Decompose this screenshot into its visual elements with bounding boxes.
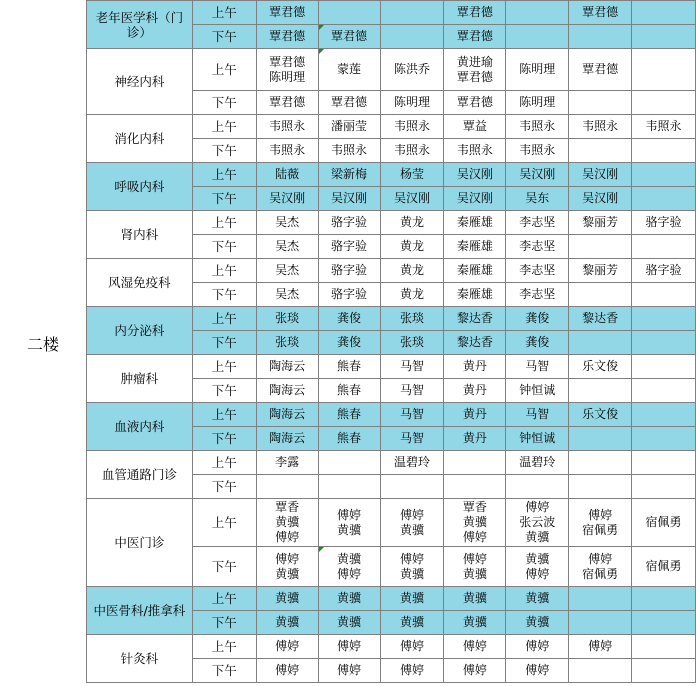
doctor-cell: 黄骥 [380, 587, 444, 611]
doctor-cell: 张琰 [256, 307, 318, 331]
schedule-row [87, 259, 696, 283]
doctor-cell: 吴汉刚 [444, 163, 506, 187]
session-label: 上午 [192, 499, 256, 547]
doctor-cell: 陶海云 [256, 427, 318, 451]
doctor-cell: 黄骥 [256, 587, 318, 611]
schedule-row [87, 49, 696, 91]
doctor-cell: 傅婷 [380, 659, 444, 683]
doctor-cell: 骆字验 [318, 211, 380, 235]
floor-label: 二楼 [26, 334, 59, 354]
doctor-cell: 覃香 黄骥 傅婷 [256, 499, 318, 547]
doctor-cell: 陈明理 [506, 49, 569, 91]
doctor-cell: 韦照永 [318, 139, 380, 163]
doctor-cell: 黄骥 [380, 611, 444, 635]
doctor-cell: 骆字验 [632, 259, 696, 283]
doctor-cell: 秦雁雄 [444, 235, 506, 259]
doctor-cell: 黄骥 [318, 587, 380, 611]
session-label: 下午 [192, 25, 256, 49]
doctor-cell: 覃君德 [256, 25, 318, 49]
doctor-cell [632, 283, 696, 307]
doctor-cell: 傅婷 [256, 659, 318, 683]
doctor-cell [506, 1, 569, 25]
doctor-cell: 吴汉刚 [318, 187, 380, 211]
doctor-cell: 龚俊 [506, 307, 569, 331]
session-label: 上午 [192, 49, 256, 91]
doctor-cell: 马智 [506, 355, 569, 379]
session-label: 上午 [192, 115, 256, 139]
session-label: 下午 [192, 379, 256, 403]
schedule-row [87, 307, 696, 331]
doctor-cell: 马智 [380, 355, 444, 379]
session-label: 上午 [192, 259, 256, 283]
doctor-cell: 黄骥 傅婷 [506, 547, 569, 587]
doctor-cell: 覃君德 [444, 25, 506, 49]
doctor-cell: 韦照永 [444, 139, 506, 163]
doctor-cell: 乐文俊 [569, 403, 632, 427]
doctor-cell: 黄骥 [444, 587, 506, 611]
doctor-cell: 张琰 [380, 331, 444, 355]
doctor-cell: 骆字验 [318, 259, 380, 283]
doctor-cell: 李志坚 [506, 259, 569, 283]
doctor-cell: 宿佩勇 [632, 499, 696, 547]
doctor-cell [569, 587, 632, 611]
doctor-cell: 覃君德 陈明理 [256, 49, 318, 91]
doctor-cell: 熊春 [318, 403, 380, 427]
session-label: 上午 [192, 587, 256, 611]
doctor-cell [569, 611, 632, 635]
doctor-cell: 秦雁雄 [444, 211, 506, 235]
session-label: 下午 [192, 91, 256, 115]
department-name: 肾内科 [87, 211, 193, 259]
doctor-cell: 傅婷 黄骥 [380, 547, 444, 587]
doctor-cell [569, 379, 632, 403]
doctor-cell [318, 475, 380, 499]
session-label: 下午 [192, 475, 256, 499]
department-name: 血液内科 [87, 403, 193, 451]
doctor-cell: 傅婷 黄骥 [380, 499, 444, 547]
doctor-cell: 覃君德 [318, 25, 380, 49]
doctor-cell: 黄进瑜 覃君德 [444, 49, 506, 91]
session-label: 下午 [192, 611, 256, 635]
doctor-cell: 温碧玲 [380, 451, 444, 475]
doctor-cell [569, 25, 632, 49]
doctor-cell: 张琰 [256, 331, 318, 355]
doctor-cell [632, 475, 696, 499]
doctor-cell: 陆薇 [256, 163, 318, 187]
department-name: 中医门诊 [87, 499, 193, 587]
schedule-row [87, 1, 696, 25]
doctor-cell [632, 659, 696, 683]
doctor-cell: 陶海云 [256, 403, 318, 427]
doctor-cell: 杨莹 [380, 163, 444, 187]
doctor-cell: 覃君德 [444, 91, 506, 115]
doctor-cell: 陈洪乔 [380, 49, 444, 91]
doctor-cell: 黄丹 [444, 427, 506, 451]
doctor-cell [569, 235, 632, 259]
doctor-cell: 李志坚 [506, 235, 569, 259]
session-label: 下午 [192, 283, 256, 307]
doctor-cell: 龚俊 [318, 307, 380, 331]
schedule-table [86, 0, 696, 683]
doctor-cell: 傅婷 [506, 635, 569, 659]
doctor-cell [444, 451, 506, 475]
doctor-cell: 黄丹 [444, 355, 506, 379]
doctor-cell: 陶海云 [256, 379, 318, 403]
doctor-cell [380, 475, 444, 499]
doctor-cell [632, 187, 696, 211]
doctor-cell: 陈明理 [506, 91, 569, 115]
schedule-row [87, 499, 696, 547]
doctor-cell: 马智 [506, 403, 569, 427]
doctor-cell: 钟恒诚 [506, 427, 569, 451]
doctor-cell [569, 283, 632, 307]
department-name: 呼吸内科 [87, 163, 193, 211]
doctor-cell: 李志坚 [506, 283, 569, 307]
schedule-row [87, 355, 696, 379]
doctor-cell: 熊春 [318, 379, 380, 403]
doctor-cell: 马智 [380, 427, 444, 451]
doctor-cell [569, 451, 632, 475]
session-label: 下午 [192, 427, 256, 451]
doctor-cell [569, 331, 632, 355]
session-label: 上午 [192, 1, 256, 25]
doctor-cell [569, 475, 632, 499]
doctor-cell: 黄骥 [506, 587, 569, 611]
schedule-row [87, 115, 696, 139]
doctor-cell: 龚俊 [318, 331, 380, 355]
doctor-cell: 黄骥 [256, 611, 318, 635]
doctor-cell: 吴东 [506, 187, 569, 211]
doctor-cell [632, 139, 696, 163]
doctor-cell [632, 403, 696, 427]
session-label: 下午 [192, 331, 256, 355]
doctor-cell: 黎达香 [569, 307, 632, 331]
doctor-cell: 黄骥 [506, 611, 569, 635]
doctor-cell [444, 475, 506, 499]
doctor-cell: 傅婷 [444, 659, 506, 683]
doctor-cell: 覃君德 [569, 1, 632, 25]
schedule-row [87, 211, 696, 235]
doctor-cell: 吴汉刚 [569, 163, 632, 187]
doctor-cell [632, 235, 696, 259]
doctor-cell: 秦雁雄 [444, 259, 506, 283]
department-name: 内分泌科 [87, 307, 193, 355]
doctor-cell: 吴汉刚 [380, 187, 444, 211]
doctor-cell [632, 49, 696, 91]
doctor-cell [632, 307, 696, 331]
doctor-cell: 黎丽芳 [569, 211, 632, 235]
doctor-cell: 傅婷 [318, 635, 380, 659]
doctor-cell: 傅婷 宿佩勇 [569, 547, 632, 587]
doctor-cell: 蒙莲 [318, 49, 380, 91]
department-name: 风湿免疫科 [87, 259, 193, 307]
doctor-cell: 熊春 [318, 355, 380, 379]
doctor-cell: 覃君德 [444, 1, 506, 25]
doctor-cell: 黎达香 [444, 307, 506, 331]
doctor-cell [569, 659, 632, 683]
doctor-cell: 傅婷 [506, 659, 569, 683]
schedule-row [87, 451, 696, 475]
doctor-cell: 秦雁雄 [444, 283, 506, 307]
department-name: 针灸科 [87, 635, 193, 683]
doctor-cell: 韦照永 [256, 115, 318, 139]
doctor-cell [569, 91, 632, 115]
department-name: 血管通路门诊 [87, 451, 193, 499]
doctor-cell: 梁新梅 [318, 163, 380, 187]
doctor-cell: 韦照永 [380, 115, 444, 139]
session-label: 上午 [192, 163, 256, 187]
doctor-cell: 陶海云 [256, 355, 318, 379]
doctor-cell: 傅婷 张云波 黄骥 [506, 499, 569, 547]
doctor-cell [256, 475, 318, 499]
doctor-cell: 覃益 [444, 115, 506, 139]
doctor-cell [632, 163, 696, 187]
doctor-cell [380, 25, 444, 49]
doctor-cell: 韦照永 [380, 139, 444, 163]
doctor-cell: 覃君德 [256, 1, 318, 25]
doctor-cell [632, 355, 696, 379]
doctor-cell: 吴汉刚 [569, 187, 632, 211]
doctor-cell: 吴杰 [256, 283, 318, 307]
doctor-cell: 韦照永 [569, 115, 632, 139]
doctor-cell: 骆字验 [632, 211, 696, 235]
doctor-cell: 傅婷 [444, 635, 506, 659]
doctor-cell: 韦照永 [506, 115, 569, 139]
doctor-cell: 黎达香 [444, 331, 506, 355]
doctor-cell: 吴杰 [256, 259, 318, 283]
doctor-cell: 吴汉刚 [444, 187, 506, 211]
doctor-cell [569, 139, 632, 163]
session-label: 上午 [192, 451, 256, 475]
session-label: 上午 [192, 307, 256, 331]
doctor-cell: 潘丽莹 [318, 115, 380, 139]
doctor-cell: 黄骥 [318, 611, 380, 635]
doctor-cell [632, 611, 696, 635]
doctor-cell: 熊春 [318, 427, 380, 451]
doctor-cell: 马智 [380, 379, 444, 403]
doctor-cell: 韦照永 [506, 139, 569, 163]
doctor-cell [318, 1, 380, 25]
doctor-cell [632, 331, 696, 355]
doctor-cell: 李露 [256, 451, 318, 475]
doctor-cell: 傅婷 黄骥 [318, 499, 380, 547]
schedule-row [87, 635, 696, 659]
schedule-row [87, 163, 696, 187]
doctor-cell: 韦照永 [256, 139, 318, 163]
doctor-cell: 钟恒诚 [506, 379, 569, 403]
doctor-cell: 黎丽芳 [569, 259, 632, 283]
doctor-cell [632, 379, 696, 403]
doctor-cell: 黄龙 [380, 259, 444, 283]
session-label: 下午 [192, 187, 256, 211]
doctor-cell: 覃君德 [256, 91, 318, 115]
doctor-cell: 宿佩勇 [632, 547, 696, 587]
doctor-cell [632, 635, 696, 659]
doctor-cell: 傅婷 黄骥 [256, 547, 318, 587]
doctor-cell: 李志坚 [506, 211, 569, 235]
doctor-cell: 韦照永 [632, 115, 696, 139]
doctor-cell [380, 1, 444, 25]
doctor-cell: 黄丹 [444, 403, 506, 427]
doctor-cell [506, 25, 569, 49]
department-name: 神经内科 [87, 49, 193, 115]
session-label: 上午 [192, 635, 256, 659]
session-label: 上午 [192, 403, 256, 427]
schedule-row [87, 403, 696, 427]
doctor-cell [632, 25, 696, 49]
doctor-cell: 马智 [380, 403, 444, 427]
department-name: 消化内科 [87, 115, 193, 163]
doctor-cell: 黄丹 [444, 379, 506, 403]
doctor-cell: 黄骥 傅婷 [318, 547, 380, 587]
schedule-body [87, 1, 696, 683]
department-name: 老年医学科（门诊） [87, 1, 193, 49]
department-name: 中医骨科/推拿科 [87, 587, 193, 635]
department-name: 肿瘤科 [87, 355, 193, 403]
doctor-cell: 黄龙 [380, 235, 444, 259]
doctor-cell [632, 451, 696, 475]
doctor-cell: 陈明理 [380, 91, 444, 115]
doctor-cell: 黄龙 [380, 283, 444, 307]
session-label: 上午 [192, 211, 256, 235]
doctor-cell: 吴杰 [256, 211, 318, 235]
session-label: 下午 [192, 547, 256, 587]
doctor-cell: 傅婷 [380, 635, 444, 659]
doctor-cell: 骆字验 [318, 283, 380, 307]
doctor-cell: 黄龙 [380, 211, 444, 235]
doctor-cell: 吴汉刚 [506, 163, 569, 187]
doctor-cell: 骆字验 [318, 235, 380, 259]
doctor-cell [632, 427, 696, 451]
doctor-cell: 傅婷 [318, 659, 380, 683]
session-label: 上午 [192, 355, 256, 379]
doctor-cell: 覃君德 [318, 91, 380, 115]
doctor-cell: 傅婷 宿佩勇 [569, 499, 632, 547]
doctor-cell: 龚俊 [506, 331, 569, 355]
doctor-cell: 乐文俊 [569, 355, 632, 379]
doctor-cell: 吴杰 [256, 235, 318, 259]
doctor-cell [569, 427, 632, 451]
doctor-cell: 吴汉刚 [256, 187, 318, 211]
doctor-cell: 黄骥 [444, 611, 506, 635]
doctor-cell [632, 587, 696, 611]
doctor-cell [632, 1, 696, 25]
doctor-cell: 覃香 黄骥 傅婷 [444, 499, 506, 547]
session-label: 下午 [192, 139, 256, 163]
doctor-cell: 温碧玲 [506, 451, 569, 475]
doctor-cell [632, 91, 696, 115]
doctor-cell: 傅婷 黄骥 [444, 547, 506, 587]
doctor-cell [318, 451, 380, 475]
schedule-row [87, 587, 696, 611]
session-label: 下午 [192, 659, 256, 683]
doctor-cell: 傅婷 [569, 635, 632, 659]
session-label: 下午 [192, 235, 256, 259]
doctor-cell: 覃君德 [569, 49, 632, 91]
doctor-cell: 张琰 [380, 307, 444, 331]
doctor-cell [506, 475, 569, 499]
doctor-cell: 傅婷 [256, 635, 318, 659]
